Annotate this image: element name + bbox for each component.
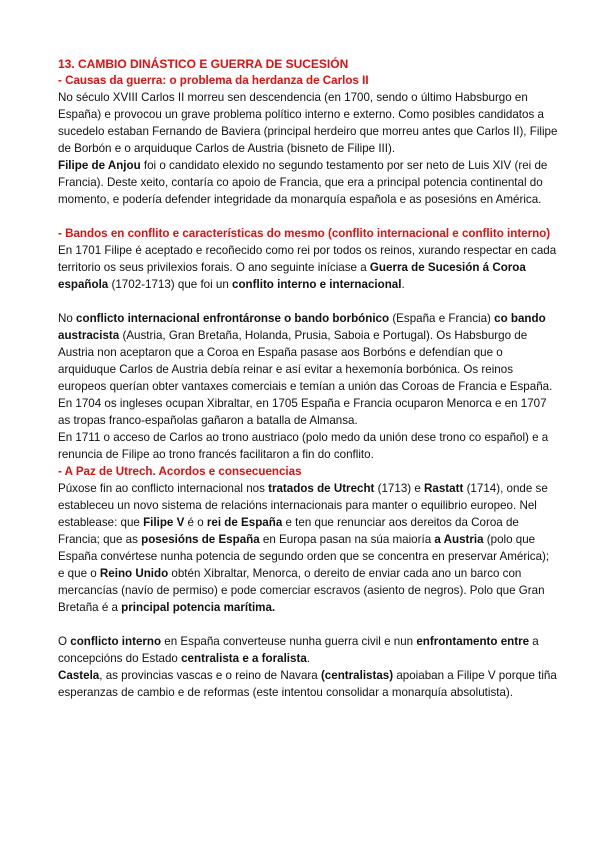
text-run: . [401, 278, 405, 291]
spacer [58, 293, 558, 310]
bold-text: Filipe de Anjou [58, 159, 141, 172]
text-run: (Austria, Gran Bretaña, Holanda, Prusia, Saboia e Portugal). Os Habsburgo de Austria non aceptaron que a Coroa en España pasase aos Borbóns e defendían que o arquiduque Carlos de Austria debía reinar e así evitar a hexemonía borbónica. Os reinos europeos querían obter vantaxes comerciais e temían a unión das Coroas de Francia e España. En 1704 os ingleses ocupan Xibraltar, en 1705 España e Francia ocuparon Menorca e en 1707 as tropas franco-españolas gañaron a batalla de Almansa. [58, 329, 553, 427]
text-run: apoiaban a Filipe V porque tiña esperanzas de cambio e de reformas (este intentou consolidar a monarquía absolutista). [58, 669, 557, 699]
text-run: (1714), onde se estableceu un novo sistema de relacións internacionais para manter o equilibrio europeo. Nel establease: que [58, 482, 548, 529]
bold-text: enfrontamento entre [416, 635, 530, 648]
text-run: . [306, 652, 311, 665]
bold-text: tratados de Utrecht [268, 482, 375, 495]
text-run: No [58, 312, 77, 325]
spacer [58, 208, 558, 225]
paragraph-utrecht-3 [58, 667, 558, 701]
document-title: 13. CAMBIO DINÁSTICO E GUERRA DE SUCESIÓN [58, 57, 349, 71]
text-run: En 1701 Filipe é aceptado e recoñecido como rei por todos os reinos, xurando respectar en cada territorio os seus privilexios forais. O ano seguinte iníciase a [58, 244, 557, 274]
bold-text: conflicto internacional enfrontáronse o bando borbónico [76, 312, 390, 325]
text-run: (polo que España convértese nunha potencia de segundo orden que se concentra en preservar América); e que o [58, 533, 550, 580]
text-run: en Europa pasan na súa maioría [259, 533, 435, 546]
bold-text: a Austria [434, 533, 484, 546]
paragraph-causes-2 [58, 157, 558, 208]
text-run: Púxose fin ao conflicto internacional nos [58, 482, 269, 495]
text-run: (1713) e [374, 482, 425, 495]
bold-text: co bando austracista [58, 312, 546, 342]
bold-text: centralista e a foralista [181, 652, 307, 665]
text-run: (España e Francia) [389, 312, 495, 325]
paragraph-utrecht-1 [58, 480, 558, 616]
bold-text: principal potencia marítima. [121, 601, 276, 614]
text-run: en España converteuse nunha guerra civil e nun [161, 635, 417, 648]
paragraph-sides-2 [58, 310, 558, 429]
text-run: é o [184, 516, 207, 529]
bold-text: Filipe V [143, 516, 185, 529]
text-run: e ten que renunciar aos dereitos da Coroa de Francia; que as [58, 516, 519, 546]
bold-text: conflito interno e internacional [232, 278, 402, 291]
text-run: , as provincias vascas e o reino de Navara [99, 669, 321, 682]
bold-text: Rastatt [424, 482, 464, 495]
bold-text: Castela [58, 669, 100, 682]
section-heading-utrecht: - A Paz de Utrech. Acordos e consecuencias [58, 465, 302, 478]
text-run: (1702-1713) que foi un [108, 278, 233, 291]
text-run: O [58, 635, 71, 648]
text-run: a concepcións do Estado [58, 635, 539, 665]
document-page [58, 56, 558, 701]
bold-text: Guerra de Sucesión á Coroa española [58, 261, 526, 291]
paragraph-utrecht-2 [58, 633, 558, 667]
bold-text: conflicto interno [70, 635, 162, 648]
bold-text: rei de España [206, 516, 283, 529]
paragraph-causes-1: No século XVIII Carlos II morreu sen descendencia (en 1700, sendo o último Habsburgo en España) e provocou un grave problema político interno e externo. Como posibles candidatos a sucedelo estaban Fernando de Baviera (principal herdeiro que morreu antes que Carlos II), Filipe de Borbón e o arquiduque Carlos de Austria (bisneto de Filipe III). [58, 91, 558, 155]
text-run: obtén Xibraltar, Menorca, o dereito de enviar cada ano un barco con mercancías (navío de permiso) e pode comerciar escravos (asiento de negros). Polo que Gran Bretaña é a [58, 567, 545, 614]
section-heading-causes: - Causas da guerra: o problema da herdanza de Carlos II [58, 74, 369, 87]
bold-text: posesións de España [141, 533, 260, 546]
section-heading-sides: - Bandos en conflito e características do mesmo (conflito internacional e conflito interno) [58, 227, 551, 240]
bold-text: (centralistas) [320, 669, 394, 682]
bold-text: Reino Unido [99, 567, 169, 580]
text-run: foi o candidato elexido no segundo testamento por ser neto de Luis XIV (rei de Francia). Deste xeito, contaría co apoio de Francia, que era a principal potencia continental do momento, e podería defender integridade da monarquía española e as posesións en América. [58, 159, 548, 206]
spacer [58, 616, 558, 633]
paragraph-sides-1 [58, 242, 558, 293]
paragraph-sides-3: En 1711 o acceso de Carlos ao trono austriaco (polo medo da unión dese trono co español) e a renuncia de Filipe ao trono francés facilitaron a fin do conflito. [58, 431, 549, 461]
